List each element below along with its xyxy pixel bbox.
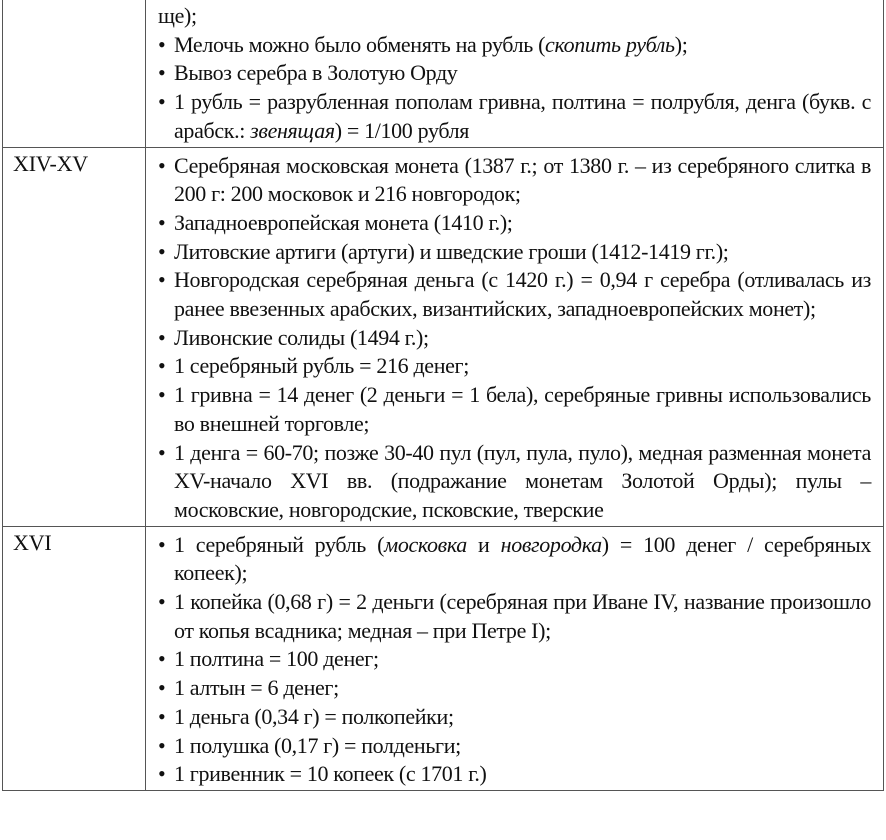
bullet-list-item [158, 645, 871, 674]
bullet-icon: • [158, 60, 166, 86]
bullet-icon: • [158, 531, 166, 557]
item-text: 1 полтина = 100 денег; [174, 646, 379, 672]
bullet-icon: • [158, 238, 166, 264]
table-row [3, 526, 884, 790]
bullet-list-item [158, 703, 871, 732]
bullet-icon: • [158, 732, 166, 758]
bullet-icon: • [158, 89, 166, 115]
continued-text [158, 2, 871, 31]
bullet-list-item [158, 324, 871, 353]
bullet-list-item [158, 31, 871, 60]
item-text: Мелочь можно было обменять на рубль ( [174, 31, 546, 57]
description-cell [146, 526, 884, 790]
item-text: ще); [158, 3, 197, 28]
item-text: ) = 100 денег / серебряных копеек); [174, 531, 871, 586]
bullet-list-item [158, 531, 871, 588]
item-text: 1 гривенник = 10 копеек (с 1701 г.) [174, 761, 487, 787]
italic-term: московка [384, 531, 467, 557]
bullet-icon: • [158, 31, 166, 57]
bullet-icon: • [158, 267, 166, 293]
period-cell [3, 0, 146, 147]
italic-term: новгородка [500, 531, 602, 557]
bullet-icon: • [158, 703, 166, 729]
item-text: Вывоз серебра в Золотую Орду [174, 60, 458, 86]
table-row [3, 147, 884, 526]
item-text: Серебряная московская монета (1387 г.; от 1380 г. – из серебряного слитка в 200 г: 200 московок и 216 новгородок; [174, 152, 871, 207]
bullet-list-item [158, 732, 871, 761]
currency-history-table [2, 0, 884, 791]
bullet-list-item [158, 59, 871, 88]
period-cell [3, 526, 146, 790]
item-text: 1 гривна = 14 денег (2 деньги = 1 бела), серебряные гривны использовались во внешней торговле; [174, 382, 871, 436]
bullet-list-item [158, 381, 871, 438]
table-body [3, 0, 884, 790]
period-label: XIV-XV [13, 150, 88, 176]
bullet-icon: • [158, 353, 166, 379]
item-text: ) = 1/100 рубля [334, 117, 470, 143]
item-text: 1 рубль = разрубленная пополам гривна, полтина = полрубля, денга (букв. с арабск.: [174, 89, 871, 143]
bullet-icon: • [158, 382, 166, 408]
italic-term: звенящая [250, 117, 335, 143]
bullet-list-item [158, 439, 871, 525]
bullet-list-item [158, 588, 871, 645]
description-cell [146, 147, 884, 526]
bullet-icon: • [158, 324, 166, 350]
item-text: 1 денга = 60-70; позже 30-40 пул (пул, пула, пуло), медная разменная монета XV-начало XVI вв. (подражание монетам Золотой Орды); пулы – московские, новгородские, псковские, тверские [174, 439, 871, 522]
bullet-icon: • [158, 589, 166, 615]
bullet-icon: • [158, 152, 166, 178]
item-text: Литовские артиги (артуги) и шведские гроши (1412-1419 гг.); [174, 238, 729, 264]
table-row [3, 0, 884, 147]
bullet-icon: • [158, 439, 166, 465]
item-text: Западноевропейская монета (1410 г.); [174, 209, 513, 235]
bullet-list-item [158, 266, 871, 323]
bullet-icon: • [158, 646, 166, 672]
item-text: 1 деньга (0,34 г) = полкопейки; [174, 703, 454, 729]
item-text: 1 полушка (0,17 г) = полденьги; [174, 732, 461, 758]
bullet-list-item [158, 760, 871, 789]
item-text: ); [674, 31, 688, 57]
item-text: 1 серебряный рубль ( [174, 531, 385, 557]
bullet-list-item [158, 209, 871, 238]
period-label: XVI [13, 529, 52, 555]
bullet-list-item [158, 152, 871, 209]
item-text: Новгородская серебряная деньга (с 1420 г.) = 0,94 г серебра (отливалась из ранее ввезенных арабских, византийских, западноевропейских монет); [174, 267, 871, 322]
bullet-icon: • [158, 209, 166, 235]
bullet-list-item [158, 352, 871, 381]
bullet-icon: • [158, 675, 166, 701]
period-cell [3, 147, 146, 526]
item-text: Ливонские солиды (1494 г.); [174, 324, 429, 350]
item-text: 1 серебряный рубль = 216 денег; [174, 353, 469, 379]
italic-term: скопить рубль [545, 31, 675, 57]
item-text: 1 копейка (0,68 г) = 2 деньги (серебряная при Иване IV, название произошло от копья всадника; медная – при Петре I); [174, 589, 871, 643]
item-text: 1 алтын = 6 денег; [174, 675, 339, 701]
description-cell [146, 0, 884, 147]
bullet-icon: • [158, 761, 166, 787]
bullet-list-item [158, 88, 871, 145]
bullet-list-item [158, 238, 871, 267]
item-text: и [466, 531, 501, 557]
bullet-list-item [158, 674, 871, 703]
